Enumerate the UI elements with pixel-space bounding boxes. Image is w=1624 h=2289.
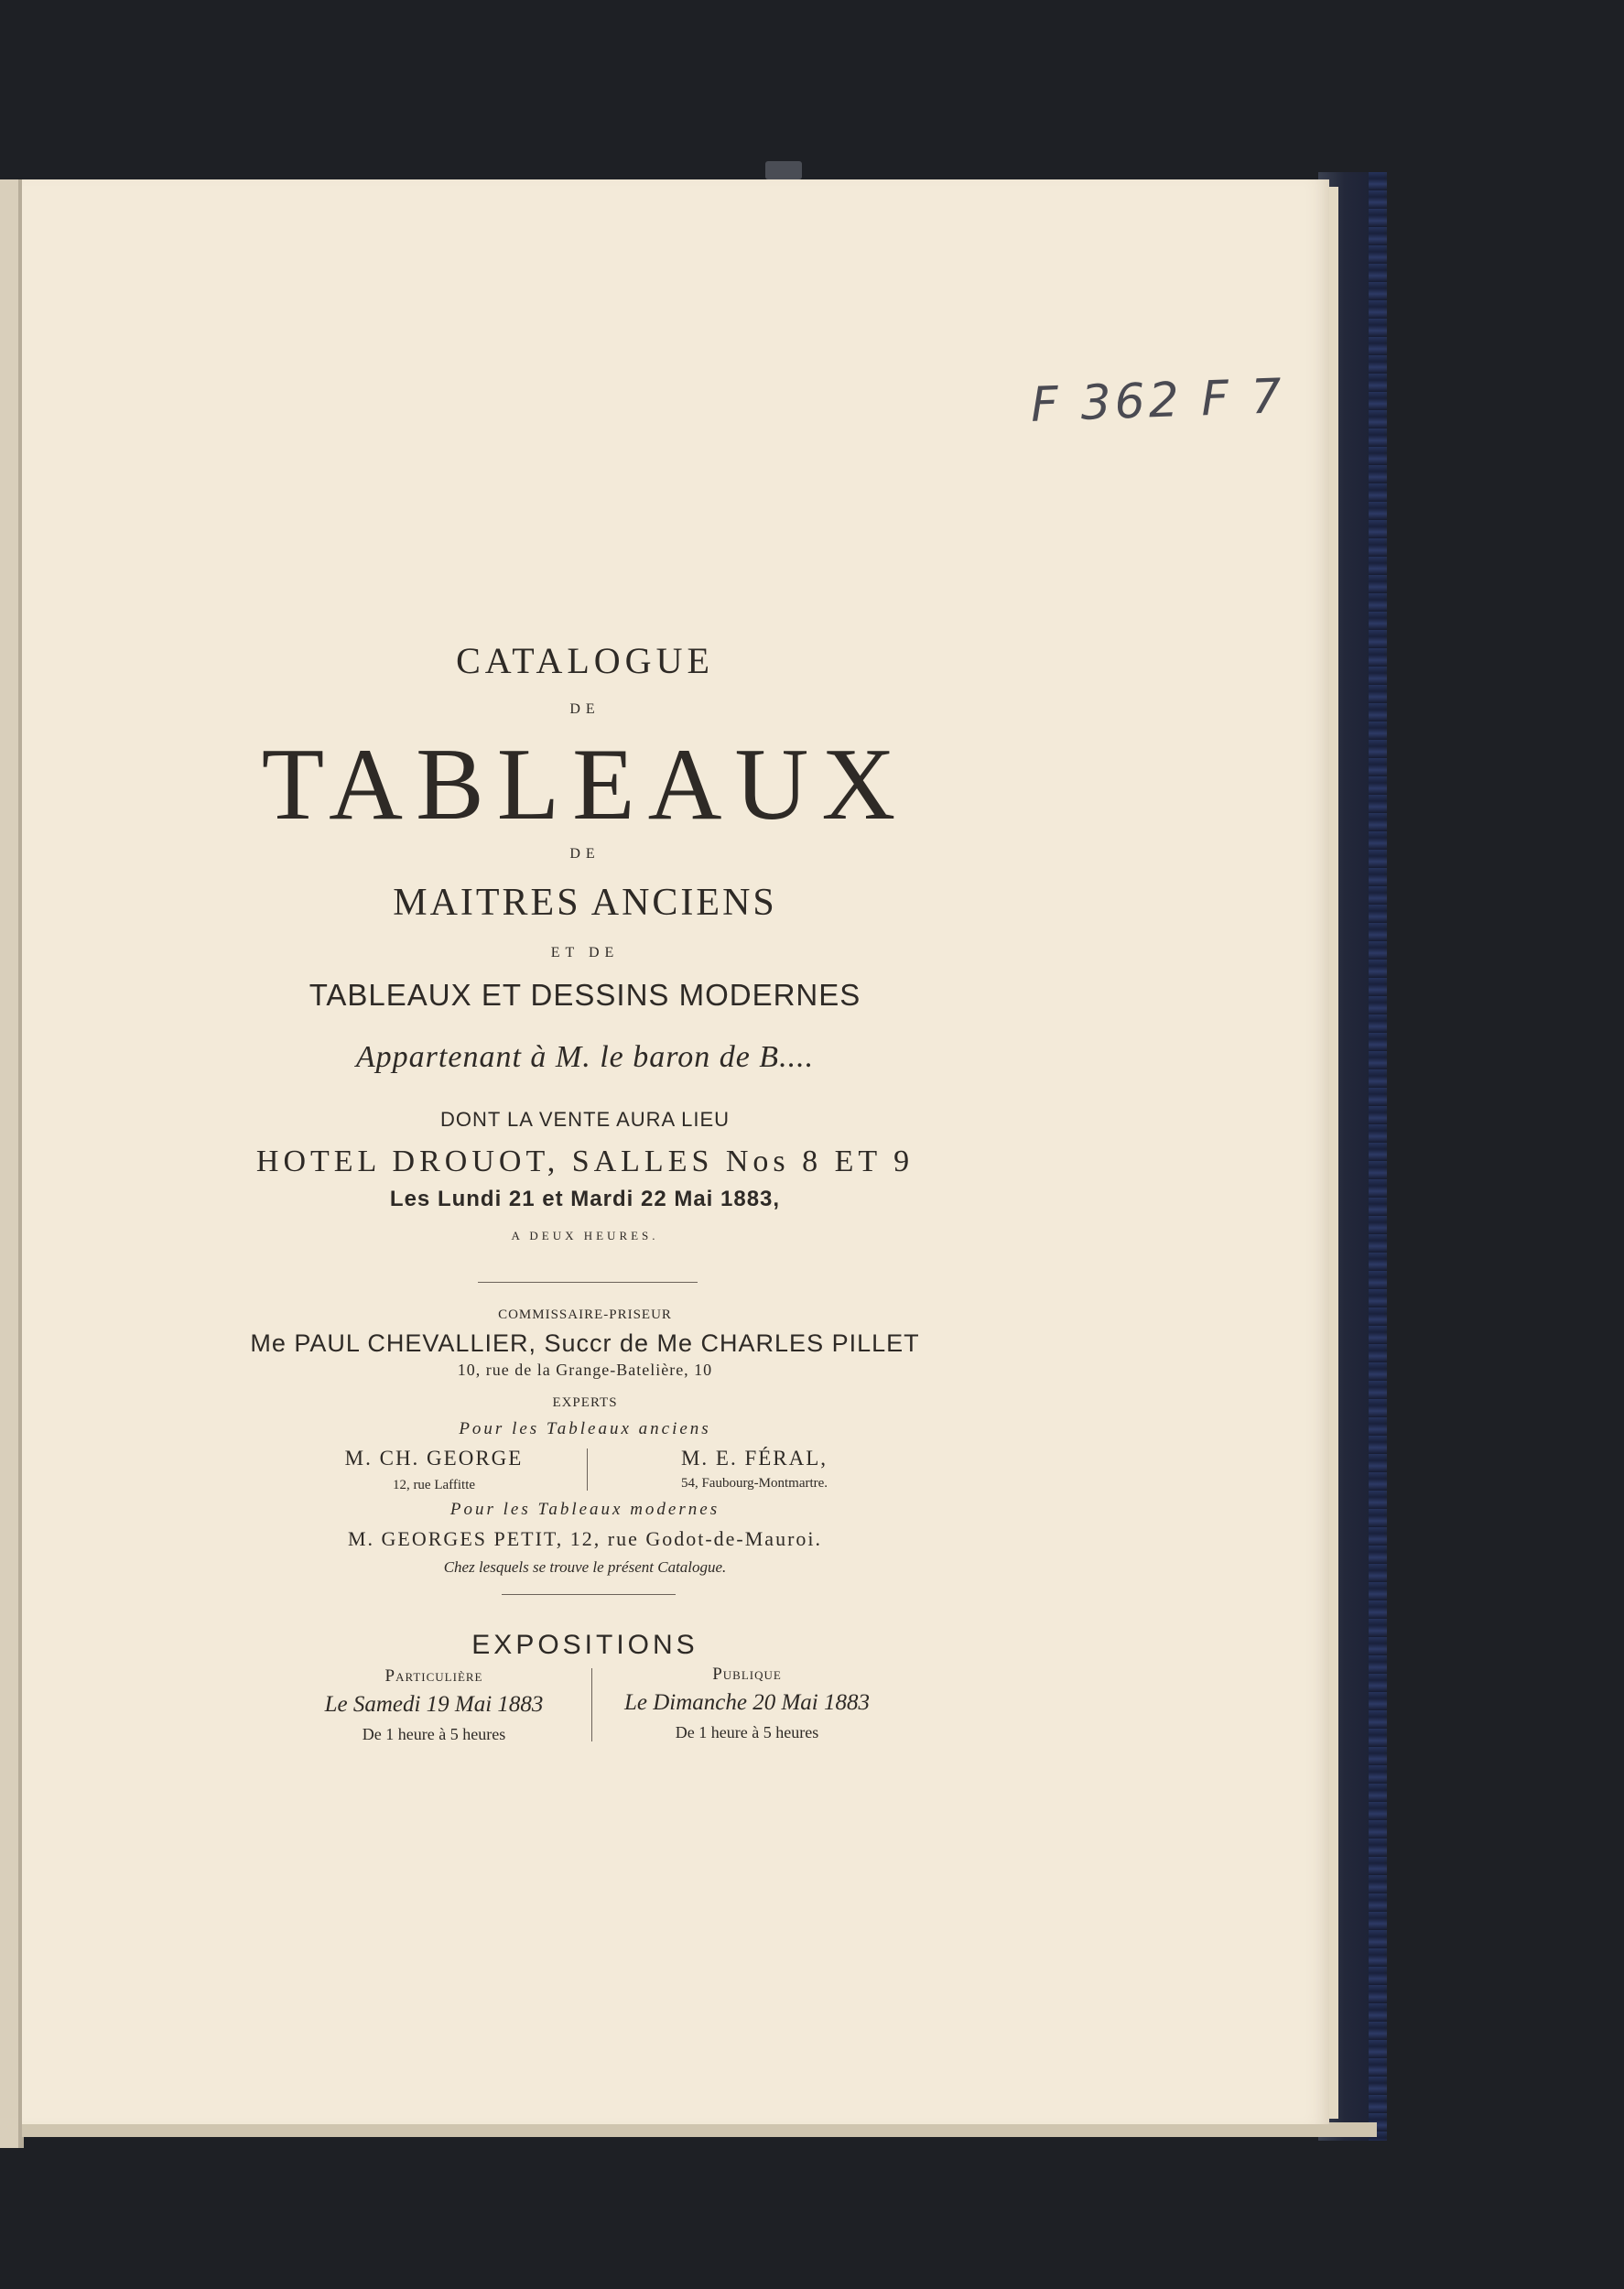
title-page <box>22 179 1329 2124</box>
catalogue-availability: Chez lesquels se trouve le présent Catalogue. <box>443 1558 727 1576</box>
commissaire-heading: COMMISSAIRE-PRISEUR <box>498 1307 672 1322</box>
heading-maitres-anciens: MAITRES ANCIENS <box>393 882 777 924</box>
expo-publique-date: Le Dimanche 20 Mai 1883 <box>623 1690 871 1715</box>
heading-modernes: TABLEAUX ET DESSINS MODERNES <box>309 978 861 1012</box>
sale-dates: Les Lundi 21 et Mardi 22 Mai 1883, <box>389 1187 781 1211</box>
expo-particuliere-label: Particulière <box>384 1666 483 1686</box>
experts-heading: EXPERTS <box>552 1395 618 1410</box>
expert-petit: M. GEORGES PETIT, 12, rue Godot-de-Mauroi. <box>347 1527 823 1550</box>
connector-de: DE <box>569 701 601 717</box>
expo-publique-label: Publique <box>712 1665 782 1684</box>
binding-clip <box>765 161 802 179</box>
experts-modernes-label: Pour les Tableaux modernes <box>449 1500 720 1519</box>
column-divider <box>587 1448 588 1491</box>
expert-george-name: M. CH. GEORGE <box>344 1447 524 1470</box>
heading-catalogue: CATALOGUE <box>456 640 714 681</box>
connector-et-de: ET DE <box>550 945 620 960</box>
expositions-heading: EXPOSITIONS <box>471 1630 698 1660</box>
expert-feral-name: M. E. FÉRAL, <box>680 1447 828 1470</box>
heading-tableaux: TABLEAUX <box>261 728 909 841</box>
bottom-page-edge <box>22 2122 1377 2137</box>
owner-line: Appartenant à M. le baron de B.... <box>355 1040 815 1074</box>
handwritten-shelfmark: F 362 F 7 <box>1030 369 1286 433</box>
sale-venue: HOTEL DROUOT, SALLES Nos 8 ET 9 <box>255 1144 915 1178</box>
expert-george-address: 12, rue Laffitte <box>392 1478 476 1492</box>
marbled-edge <box>1369 172 1387 2141</box>
expert-feral-address: 54, Faubourg-Montmartre. <box>680 1476 828 1491</box>
divider <box>502 1594 676 1595</box>
sale-time: A DEUX HEURES. <box>511 1229 659 1242</box>
left-page-edge <box>0 179 18 2148</box>
divider <box>478 1282 698 1283</box>
page-edge <box>1329 187 1338 2119</box>
expo-particuliere-hours: De 1 heure à 5 heures <box>362 1725 506 1743</box>
expo-particuliere-date: Le Samedi 19 Mai 1883 <box>324 1692 544 1717</box>
connector-de: DE <box>569 846 601 862</box>
column-divider <box>591 1668 592 1741</box>
commissaire-address: 10, rue de la Grange-Batelière, 10 <box>457 1361 713 1379</box>
commissaire-name: Me PAUL CHEVALLIER, Succr de Me CHARLES PILLET <box>250 1329 920 1357</box>
experts-anciens-label: Pour les Tableaux anciens <box>459 1419 711 1438</box>
expo-publique-hours: De 1 heure à 5 heures <box>675 1723 819 1741</box>
sale-intro: DONT LA VENTE AURA LIEU <box>439 1108 731 1131</box>
